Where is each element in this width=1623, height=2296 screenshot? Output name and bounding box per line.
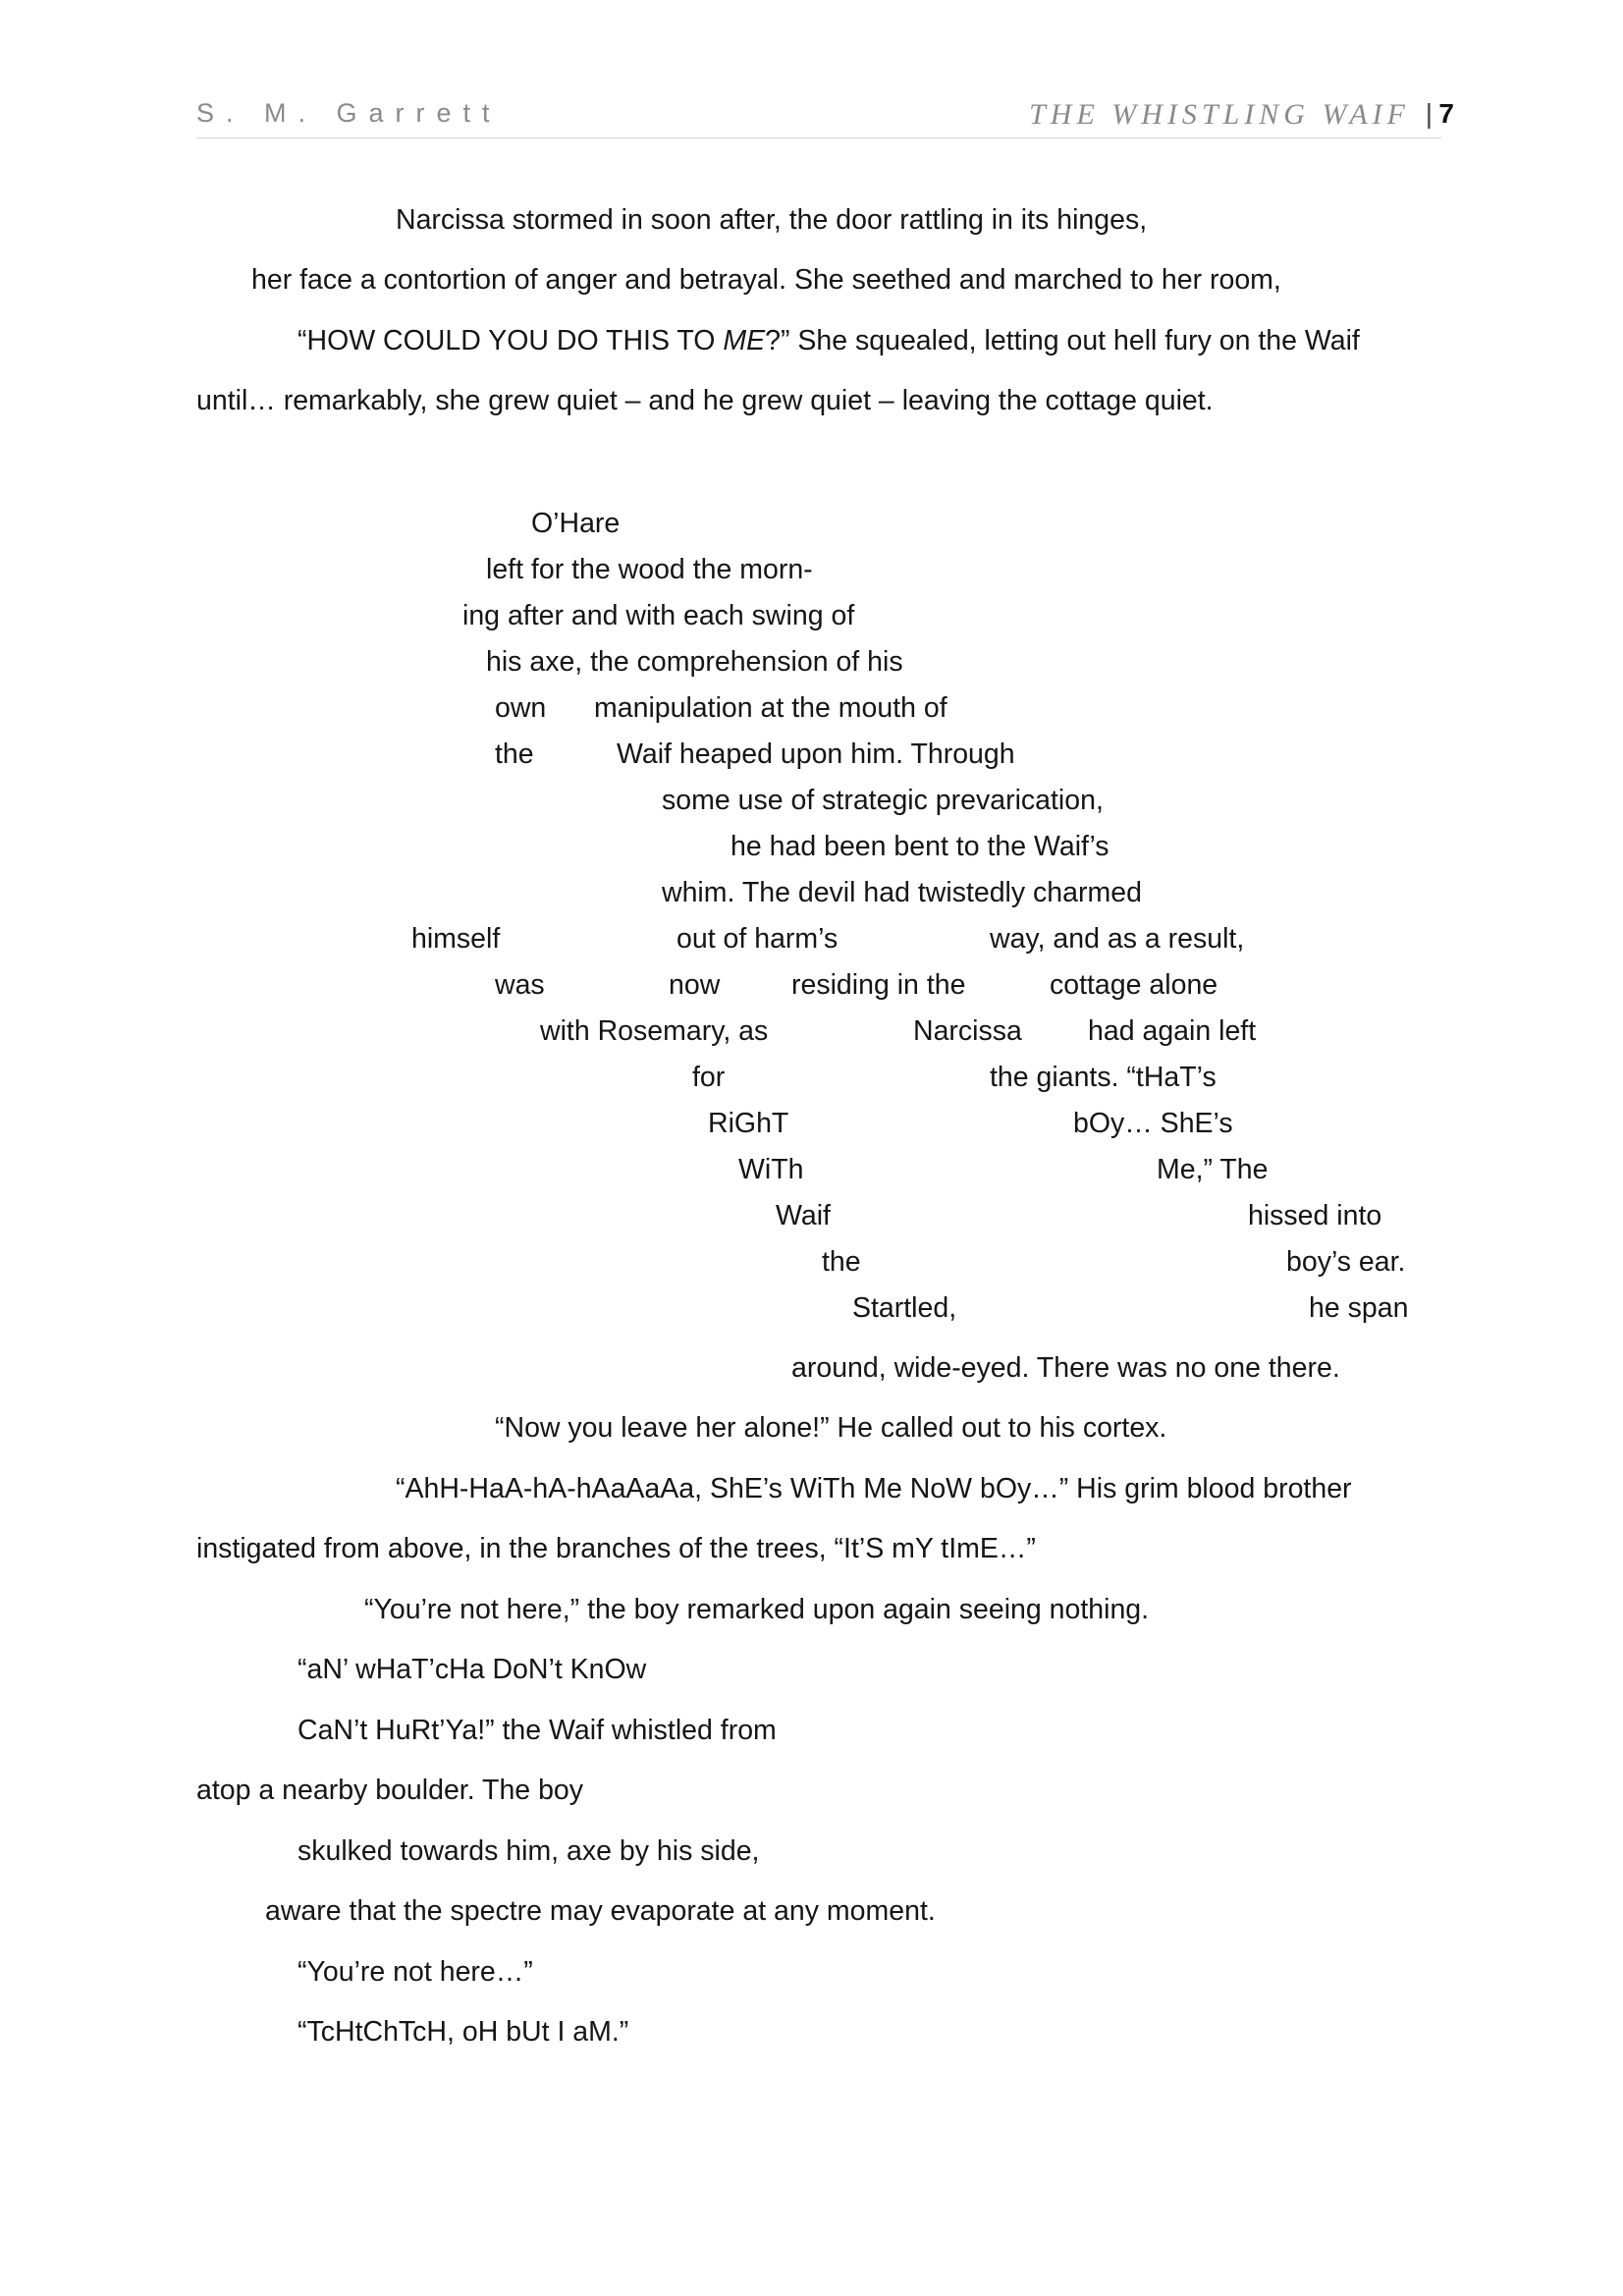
- shape-text: had again left: [1088, 1015, 1257, 1047]
- shape-text: Waif: [776, 1200, 831, 1231]
- header-author: S. M. Garrett: [196, 98, 502, 128]
- shape-text: whim. The devil had twistedly charmed: [662, 877, 1142, 908]
- page-number: 7: [1438, 98, 1454, 129]
- text-line: “AhH-HaA-hA-hAaAaAa, ShE’s WiTh Me NoW bOy…” His grim blood brother: [396, 1473, 1352, 1504]
- text-line: “You’re not here,” the boy remarked upon again seeing nothing.: [364, 1594, 1150, 1625]
- shape-text: the: [822, 1246, 861, 1278]
- text-line: “Now you leave her alone!” He called out to his cortex.: [495, 1412, 1167, 1444]
- shape-text: he span: [1309, 1292, 1409, 1324]
- text-line: instigated from above, in the branches of the trees, “It’S mY tImE…”: [196, 1533, 1036, 1564]
- shape-text: his axe, the comprehension of his: [486, 646, 903, 678]
- shape-text: hissed into: [1248, 1200, 1382, 1231]
- shape-text: boy’s ear.: [1286, 1246, 1406, 1278]
- text-line: “aN’ wHaT’cHa DoN’t KnOw: [298, 1654, 647, 1685]
- header-separator: |: [1425, 98, 1433, 129]
- text-line: “HOW COULD YOU DO THIS TO ME?” She squealed, letting out hell fury on the Waif: [298, 325, 1360, 356]
- text-line: skulked towards him, axe by his side,: [298, 1835, 760, 1867]
- shape-text: O’Hare: [531, 508, 621, 539]
- shape-text: Me,” The: [1157, 1154, 1269, 1185]
- text-line: CaN’t HuRt’Ya!” the Waif whistled from: [298, 1715, 777, 1746]
- header-rule: [196, 137, 1441, 138]
- text-line: Narcissa stormed in soon after, the door rattling in its hinges,: [396, 204, 1148, 236]
- shape-text: for: [692, 1062, 726, 1093]
- text-line: her face a contortion of anger and betrayal. She seethed and marched to her room,: [251, 264, 1281, 296]
- text-line: atop a nearby boulder. The boy: [196, 1775, 584, 1806]
- shape-text: Waif heaped upon him. Through: [617, 738, 1015, 770]
- shape-text: some use of strategic prevarication,: [662, 785, 1104, 816]
- text-line: “TcHtChTcH, oH bUt I aM.”: [298, 2016, 629, 2048]
- shape-text: bOy… ShE’s: [1073, 1108, 1233, 1139]
- shape-text: Startled,: [852, 1292, 957, 1324]
- shape-text: ing after and with each swing of: [462, 600, 855, 631]
- shape-text: residing in the: [791, 969, 966, 1001]
- shape-text: Narcissa: [913, 1015, 1022, 1047]
- shape-text: WiTh: [738, 1154, 804, 1185]
- shape-text: way, and as a result,: [990, 923, 1245, 955]
- text-line: until… remarkably, she grew quiet – and he grew quiet – leaving the cottage quiet.: [196, 385, 1214, 416]
- text-line: aware that the spectre may evaporate at any moment.: [265, 1895, 936, 1927]
- shape-text: with Rosemary, as: [540, 1015, 769, 1047]
- shape-text: RiGhT: [708, 1108, 789, 1139]
- shape-text: the: [495, 738, 534, 770]
- shape-text: cottage alone: [1050, 969, 1218, 1001]
- shape-text: left for the wood the morn-: [486, 554, 813, 585]
- shape-text: he had been bent to the Waif’s: [730, 831, 1109, 862]
- text-line: “You’re not here…”: [298, 1956, 533, 1988]
- shape-text: himself: [411, 923, 501, 955]
- header-book-title: THE WHISTLING WAIF: [1029, 98, 1410, 131]
- emphasis: ME: [723, 325, 766, 356]
- text-line: around, wide-eyed. There was no one there.: [791, 1352, 1340, 1384]
- shape-text: was: [495, 969, 545, 1001]
- shape-text: now: [669, 969, 721, 1001]
- shape-text: manipulation at the mouth of: [594, 692, 947, 724]
- shape-text: out of harm’s: [676, 923, 839, 955]
- shape-text: the giants. “tHaT’s: [990, 1062, 1217, 1093]
- shape-text: own: [495, 692, 547, 724]
